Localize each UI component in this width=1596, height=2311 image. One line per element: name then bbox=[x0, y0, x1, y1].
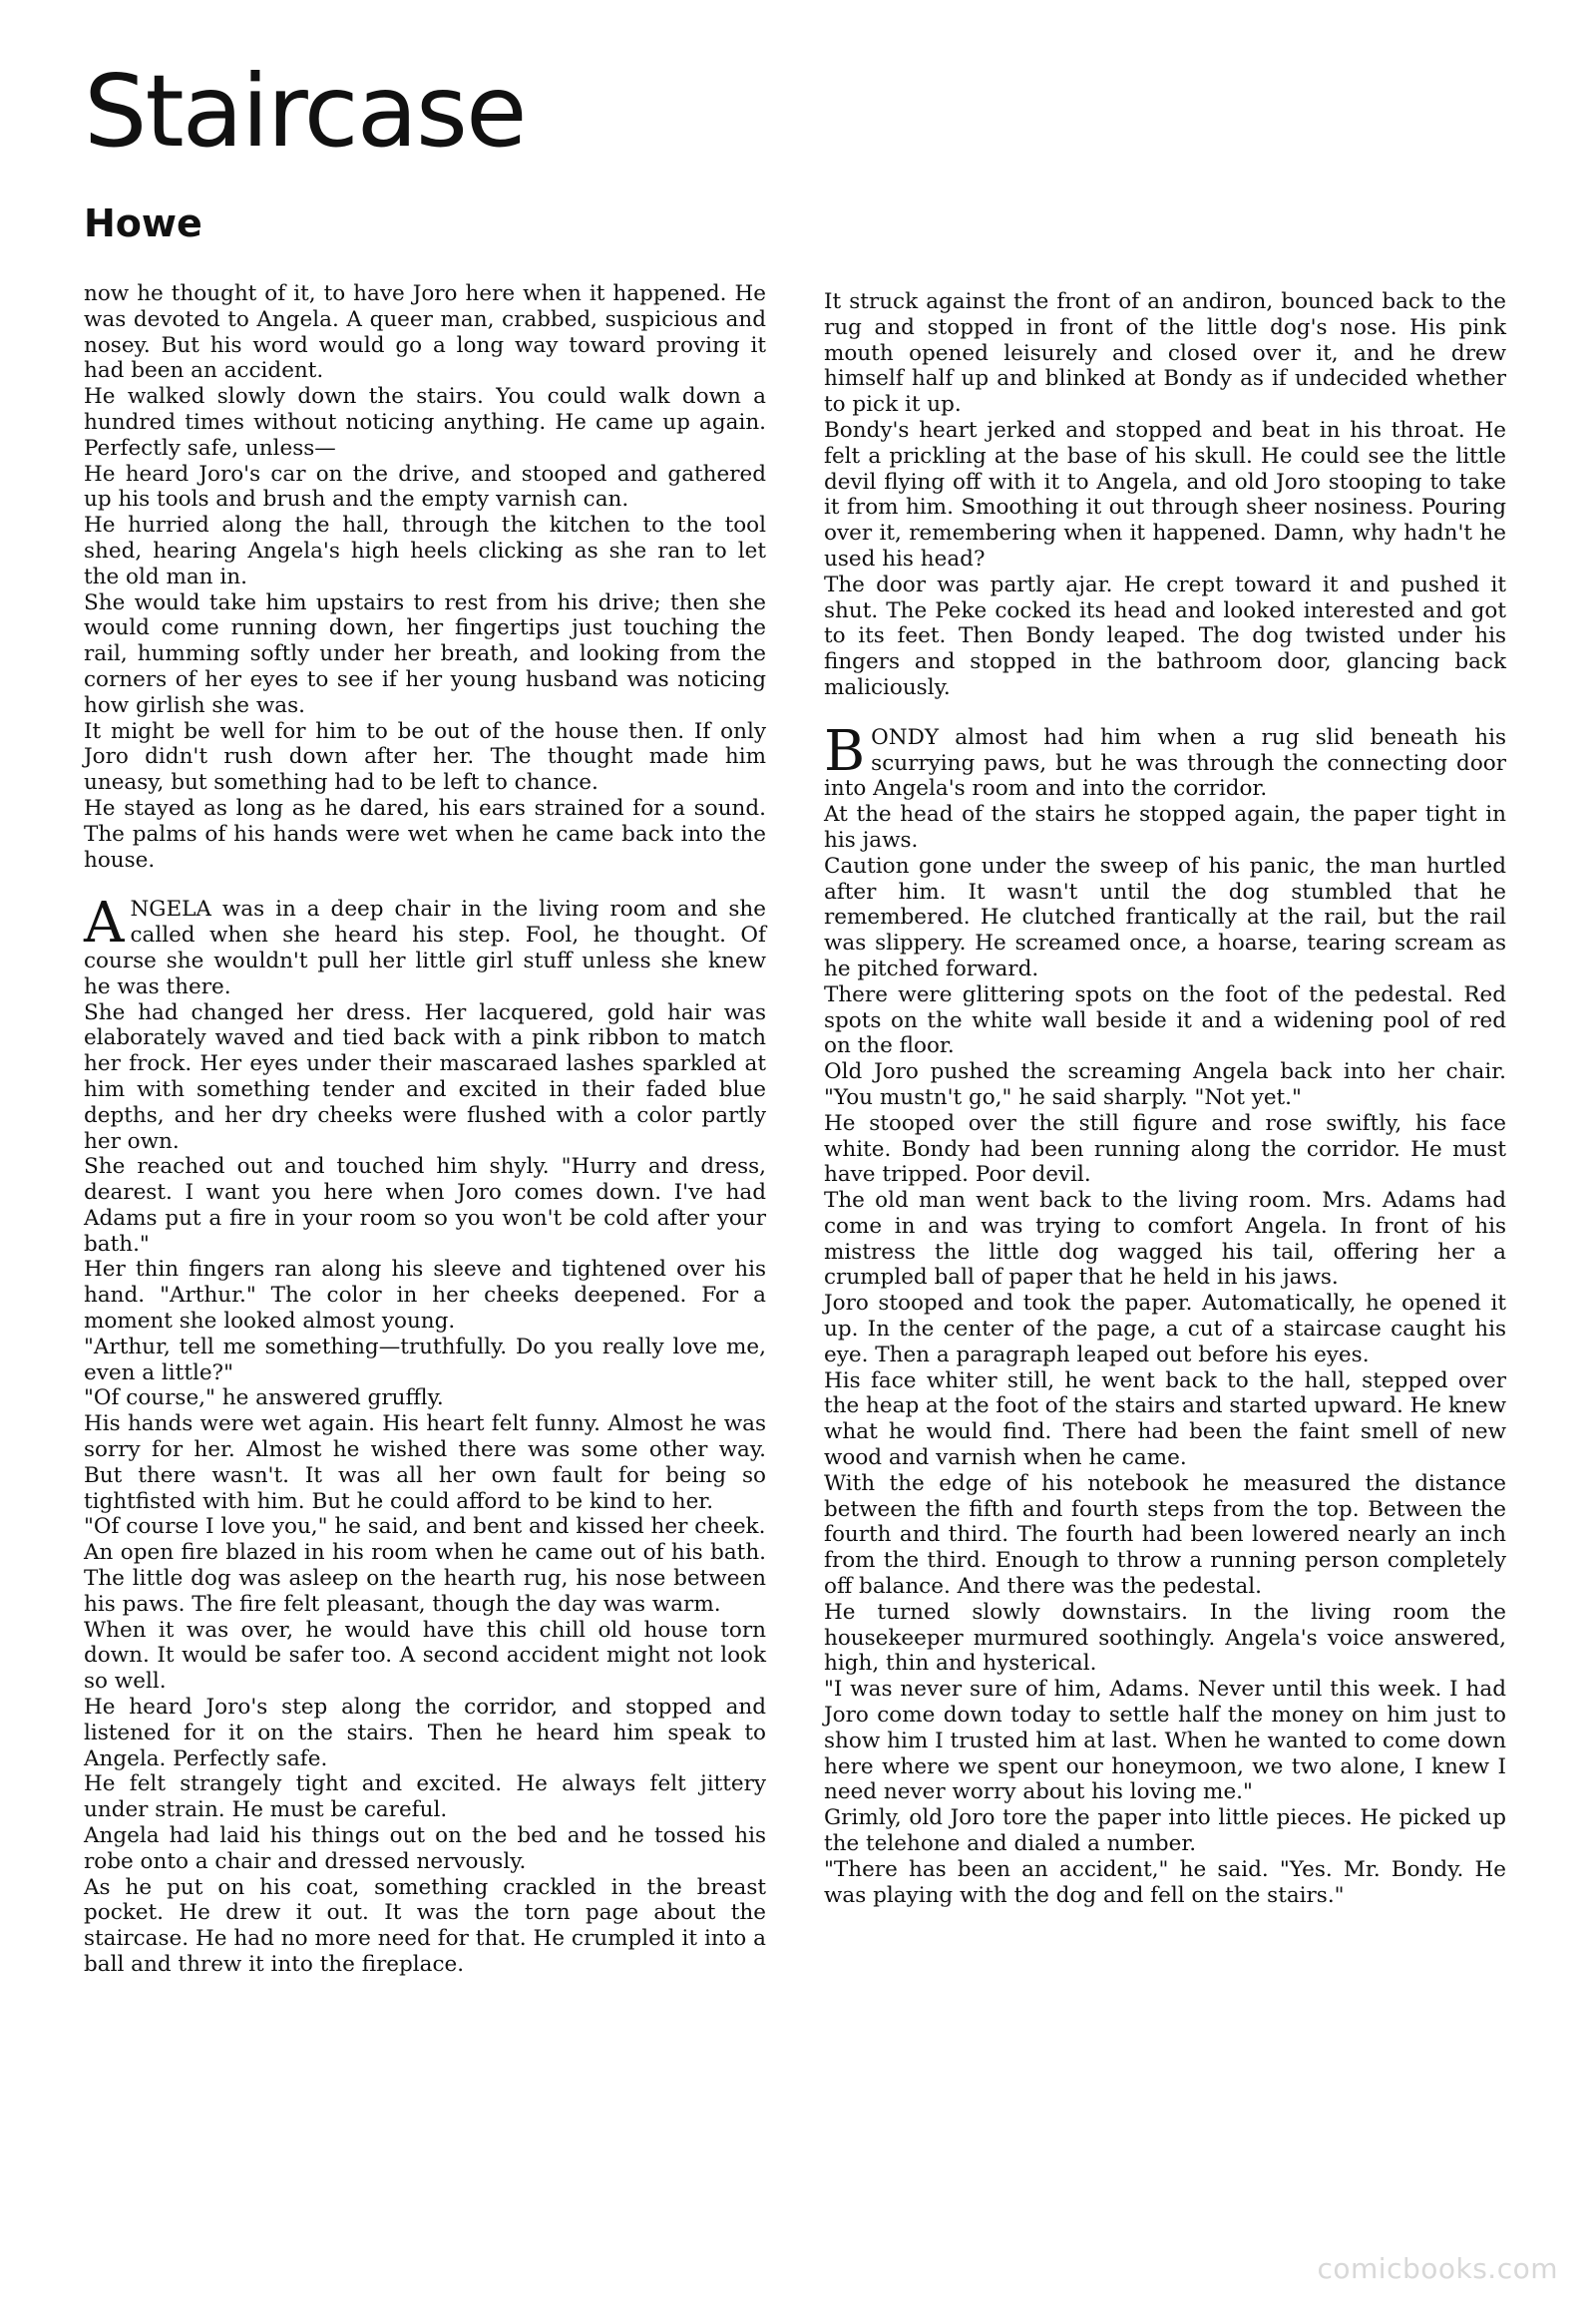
paragraph: "Of course," he answered gruffly. bbox=[84, 1385, 444, 1411]
paragraph: He heard Joro's step along the corridor, and stopped and listened for it on the stairs. Then he heard him speak to Angela. Perfectly safe. bbox=[84, 1695, 766, 1771]
paragraph: It struck against the front of an andiron, bounced back to the rug and stopped in front of the little dog's nose. His pink mouth opened leisurely and closed over it, and he drew himself half up and blinked at Bondy as if undecided whether to pick it up. bbox=[824, 289, 1506, 418]
left-column bbox=[84, 281, 766, 1978]
paragraph: It might be well for him to be out of the house then. If only Joro didn't rush down after her. The thought made him uneasy, but something had to be left to chance. bbox=[84, 718, 766, 796]
author-byline: Howe bbox=[84, 201, 202, 245]
paragraph: With the edge of his notebook he measured the distance between the fifth and fourth steps from the top. Between the fourth and third. The fourth had been lowered nearly an inch from the third. Enough to throw a running person completely off balance. And there was the pedestal. bbox=[824, 1470, 1506, 1600]
paragraph-text: NGELA was in a deep chair in the living room and she called when she heard his step. Fool, he thought. Of course she wouldn't pull her little girl stuff unless she knew he was there. bbox=[84, 897, 766, 999]
paragraph: His face whiter still, he went back to the hall, stepped over the heap at the foot of the stairs and started upward. He knew what he would find. There had been the faint smell of new wood and varnish when he came. bbox=[824, 1367, 1506, 1471]
paragraph: He hurried along the hall, through the kitchen to the tool shed, hearing Angela's high heels clicking as she ran to let the old man in. bbox=[84, 513, 766, 589]
paragraph: He stooped over the still figure and rose swiftly, his face white. Bondy had been running along the corridor. He must have tripped. Poor devil. bbox=[824, 1110, 1506, 1188]
paragraph: Bondy's heart jerked and stopped and beat in his throat. He felt a prickling at the base of his skull. He could see the little devil flying off with it to Angela, and old Joro stooping to take it from him. Smoothing it out through sheer nosiness. Pouring over it, remembering when it happened. Damn, why hadn't he used his head? bbox=[824, 417, 1506, 572]
paragraph: He turned slowly downstairs. In the living room the housekeeper murmured soothingly. Angela's voice answered, high, thin and hysterical. bbox=[824, 1599, 1506, 1677]
paragraph: Caution gone under the sweep of his panic, the man hurtled after him. It wasn't until the dog stumbled that he remembered. He clutched frantically at the rail, but the rail was slippery. He screamed once, a hoarse, tearing scream as he pitched forward. bbox=[824, 853, 1506, 981]
paragraph: Grimly, old Joro tore the paper into little pieces. He picked up the telehone and dialed a number. bbox=[824, 1805, 1506, 1857]
paragraph: He heard Joro's car on the drive, and stooped and gathered up his tools and brush and the empty varnish can. bbox=[84, 461, 766, 513]
paragraph: At the head of the stairs he stopped again, the paper tight in his jaws. bbox=[824, 802, 1506, 853]
paragraph: now he thought of it, to have Joro here when it happened. He was devoted to Angela. A queer man, crabbed, suspicious and nosey. But his word would go a long way toward proving it had been an accident. bbox=[84, 281, 766, 384]
drop-cap-letter: A bbox=[84, 891, 125, 957]
site-watermark: comicbooks.com bbox=[1317, 2252, 1558, 2285]
drop-cap-letter: B bbox=[824, 718, 866, 784]
paragraph: Old Joro pushed the screaming Angela back into her chair. "You mustn't go," he said sharply. "Not yet." bbox=[824, 1059, 1506, 1110]
paragraph: She reached out and touched him shyly. "Hurry and dress, dearest. I want you here when Joro comes down. I've had Adams put a fire in your room so you won't be cold after your bath." bbox=[84, 1154, 766, 1257]
paragraph: His hands were wet again. His heart felt funny. Almost he was sorry for her. Almost he wished there was some other way. But there wasn't. It was all her own fault for being so tightfisted with him. But he could afford to be kind to her. bbox=[84, 1411, 766, 1514]
paragraph: The old man went back to the living room. Mrs. Adams had come in and was trying to comfort Angela. In front of his mistress the little dog wagged his tail, offering her a crumpled ball of paper that he held in his jaws. bbox=[824, 1188, 1506, 1291]
paragraph: She would take him upstairs to rest from his drive; then she would come running down, her fingertips just touching the rail, humming softly under her breath, and looking from the corners of her eyes to see if her young husband was noticing how girlish she was. bbox=[84, 589, 766, 718]
paragraph: There were glittering spots on the foot of the pedestal. Red spots on the white wall beside it and a widening pool of red on the floor. bbox=[824, 981, 1506, 1059]
paragraph: He felt strangely tight and excited. He always felt jittery under strain. He must be careful. bbox=[84, 1771, 766, 1823]
paragraph: He stayed as long as he dared, his ears strained for a sound. The palms of his hands were wet when he came back into the house. bbox=[84, 795, 766, 873]
paragraph: "Arthur, tell me something—truthfully. Do you really love me, even a little?" bbox=[84, 1334, 766, 1385]
paragraph: When it was over, he would have this chill old house torn down. It would be safer too. A second accident might not look so well. bbox=[84, 1617, 766, 1695]
section-opening-paragraph bbox=[824, 718, 1506, 802]
paragraph: As he put on his coat, something crackled in the breast pocket. He drew it out. It was the torn page about the staircase. He had no more need for that. He crumpled it into a ball and threw it into the fireplace. bbox=[84, 1874, 766, 1977]
paragraph: "There has been an accident," he said. "Yes. Mr. Bondy. He was playing with the dog and fell on the stairs." bbox=[824, 1856, 1506, 1908]
section-opening-paragraph bbox=[84, 891, 766, 999]
paragraph: "Of course I love you," he said, and bent and kissed her cheek. bbox=[84, 1514, 766, 1540]
paragraph: The door was partly ajar. He crept toward it and pushed it shut. The Peke cocked its head and looked interested and got to its feet. Then Bondy leaped. The dog twisted under his fingers and stopped in the bathroom door, glancing back maliciously. bbox=[824, 572, 1506, 700]
paragraph: He walked slowly down the stairs. You could walk down a hundred times without noticing anything. He came up again. Perfectly safe, unless— bbox=[84, 384, 766, 461]
paragraph: An open fire blazed in his room when he came out of his bath. The little dog was asleep on the hearth rug, his nose between his paws. The fire felt pleasant, though the day was warm. bbox=[84, 1540, 766, 1617]
story-title: Staircase bbox=[84, 53, 526, 170]
paragraph: Joro stooped and took the paper. Automatically, he opened it up. In the center of the page, a cut of a staircase caught his eye. Then a paragraph leaped out before his eyes. bbox=[824, 1291, 1506, 1367]
paragraph: Angela had laid his things out on the bed and he tossed his robe onto a chair and dressed nervously. bbox=[84, 1823, 766, 1874]
right-column bbox=[824, 289, 1506, 1908]
paragraph: She had changed her dress. Her lacquered, gold hair was elaborately waved and tied back with a pink ribbon to match her frock. Her eyes under their mascaraed lashes sparkled at him with something tender and excited in their faded blue depths, and her dry cheeks were flushed with a color partly her own. bbox=[84, 999, 766, 1154]
paragraph: "I was never sure of him, Adams. Never until this week. I had Joro come down today to settle half the money on him just to show him I trusted him at last. When he wanted to come down here where we spent our honeymoon, we two alone, I knew I need never worry about his loving me." bbox=[824, 1677, 1506, 1805]
paragraph-text: ONDY almost had him when a rug slid beneath his scurrying paws, but he was through the connecting door into Angela's room and into the corridor. bbox=[824, 724, 1506, 802]
paragraph: Her thin fingers ran along his sleeve and tightened over his hand. "Arthur." The color in her cheeks deepened. For a moment she looked almost young. bbox=[84, 1257, 766, 1335]
